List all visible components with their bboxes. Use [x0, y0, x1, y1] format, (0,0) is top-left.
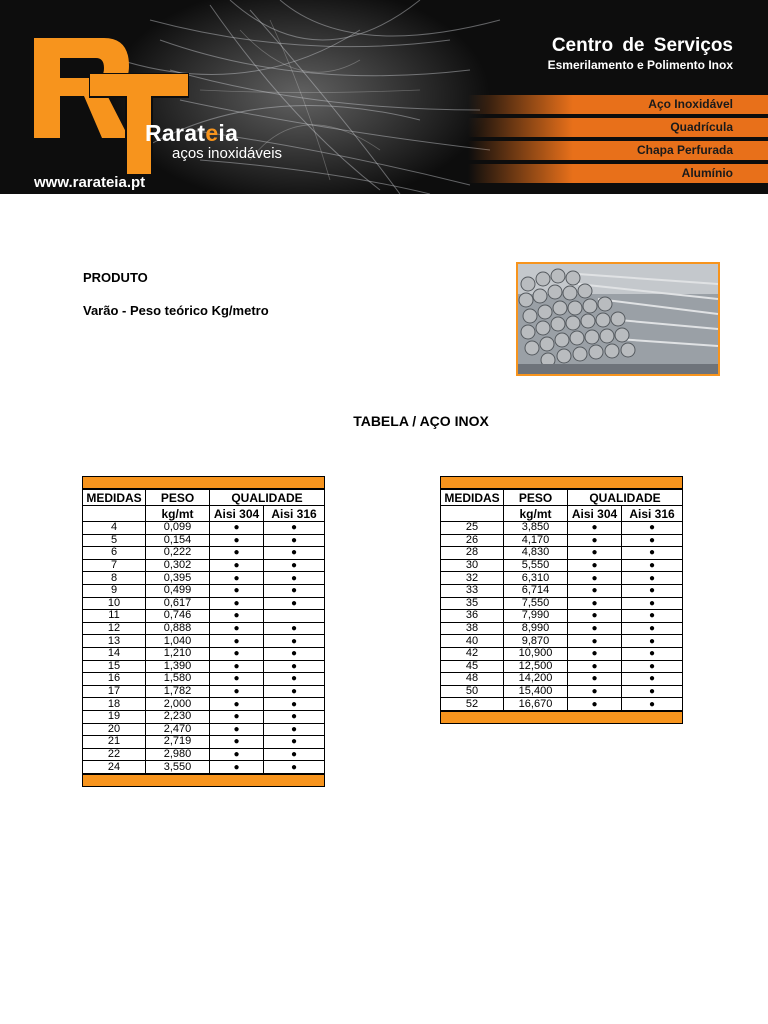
table-row	[441, 547, 683, 560]
cell-aisi304: ●	[568, 635, 622, 648]
table-row	[83, 748, 325, 761]
cell-aisi304: ●	[210, 622, 264, 635]
cell-peso: 2,470	[146, 723, 210, 736]
cell-medida: 13	[83, 635, 146, 648]
col-subheader-aisi304: Aisi 304	[210, 506, 264, 522]
cell-aisi316: ●	[622, 584, 683, 597]
cell-aisi304: ●	[568, 572, 622, 585]
table-bottom-bar	[82, 774, 325, 787]
cell-aisi316: ●	[622, 572, 683, 585]
cell-aisi316	[264, 610, 325, 623]
cell-aisi316: ●	[264, 685, 325, 698]
table-row	[441, 635, 683, 648]
cell-medida: 36	[441, 610, 504, 623]
cell-aisi316: ●	[264, 635, 325, 648]
table-row	[441, 534, 683, 547]
cell-aisi304: ●	[210, 723, 264, 736]
cell-medida: 38	[441, 622, 504, 635]
table-row	[83, 547, 325, 560]
table-body	[83, 522, 325, 774]
cell-aisi316: ●	[622, 547, 683, 560]
table-row	[441, 584, 683, 597]
cell-aisi316: ●	[264, 622, 325, 635]
cell-medida: 12	[83, 622, 146, 635]
cell-aisi316: ●	[264, 710, 325, 723]
cell-aisi316: ●	[622, 610, 683, 623]
cell-medida: 48	[441, 673, 504, 686]
cell-aisi304: ●	[568, 685, 622, 698]
cell-medida: 19	[83, 710, 146, 723]
col-header-qualidade: QUALIDADE	[568, 490, 683, 506]
cell-aisi304: ●	[568, 559, 622, 572]
steel-bars-illustration	[518, 264, 718, 374]
cell-peso: 0,302	[146, 559, 210, 572]
cell-aisi304: ●	[210, 534, 264, 547]
cell-aisi304: ●	[210, 584, 264, 597]
cell-aisi316: ●	[264, 647, 325, 660]
cell-peso: 6,310	[504, 572, 568, 585]
cell-medida: 30	[441, 559, 504, 572]
cell-peso: 10,900	[504, 647, 568, 660]
cell-aisi316: ●	[264, 723, 325, 736]
cell-aisi316: ●	[264, 547, 325, 560]
table-row	[83, 723, 325, 736]
cell-medida: 16	[83, 673, 146, 686]
cell-aisi304: ●	[568, 584, 622, 597]
cell-aisi316: ●	[264, 698, 325, 711]
cell-aisi304: ●	[210, 673, 264, 686]
brand-name: Rarateia	[145, 120, 239, 146]
cell-medida: 45	[441, 660, 504, 673]
cell-aisi316: ●	[264, 534, 325, 547]
cell-peso: 4,830	[504, 547, 568, 560]
cell-aisi304: ●	[210, 572, 264, 585]
table-row	[83, 647, 325, 660]
table-row	[83, 559, 325, 572]
cell-peso: 5,550	[504, 559, 568, 572]
header-banner	[0, 0, 768, 194]
cell-peso: 1,390	[146, 660, 210, 673]
table-row	[441, 647, 683, 660]
table-row	[83, 710, 325, 723]
cell-medida: 24	[83, 761, 146, 774]
cell-medida: 15	[83, 660, 146, 673]
table-row	[83, 660, 325, 673]
cell-aisi316: ●	[622, 534, 683, 547]
table-row	[83, 610, 325, 623]
cell-medida: 9	[83, 584, 146, 597]
col-header-medidas: MEDIDAS	[441, 490, 504, 506]
cell-medida: 11	[83, 610, 146, 623]
cell-medida: 6	[83, 547, 146, 560]
col-subheader-unit: kg/mt	[146, 506, 210, 522]
cell-aisi316: ●	[264, 761, 325, 774]
table-row	[83, 635, 325, 648]
cell-medida: 42	[441, 647, 504, 660]
cell-peso: 0,888	[146, 622, 210, 635]
table-row	[441, 622, 683, 635]
cell-peso: 3,850	[504, 522, 568, 535]
cell-aisi304: ●	[568, 610, 622, 623]
product-label: PRODUTO	[83, 270, 148, 285]
cell-aisi304: ●	[210, 698, 264, 711]
cell-peso: 7,990	[504, 610, 568, 623]
weight-table	[440, 489, 683, 711]
cell-aisi304: ●	[568, 673, 622, 686]
cell-medida: 50	[441, 685, 504, 698]
cell-peso: 0,746	[146, 610, 210, 623]
cell-aisi304: ●	[210, 685, 264, 698]
cell-aisi316: ●	[622, 673, 683, 686]
table-row	[83, 761, 325, 774]
cell-aisi316: ●	[264, 584, 325, 597]
col-subheader-aisi304: Aisi 304	[568, 506, 622, 522]
cell-peso: 15,400	[504, 685, 568, 698]
col-header-peso: PESO	[504, 490, 568, 506]
cell-aisi316: ●	[264, 559, 325, 572]
weight-table-left	[82, 476, 325, 787]
cell-medida: 26	[441, 534, 504, 547]
table-row	[83, 685, 325, 698]
cell-aisi304: ●	[568, 547, 622, 560]
cell-aisi316: ●	[622, 635, 683, 648]
cell-aisi316: ●	[622, 647, 683, 660]
menu-item-aluminio[interactable]: Alumínio	[468, 164, 768, 183]
cell-aisi316: ●	[264, 748, 325, 761]
cell-medida: 17	[83, 685, 146, 698]
service-center-subtitle: Esmerilamento e Polimento Inox	[547, 58, 733, 72]
cell-medida: 7	[83, 559, 146, 572]
cell-peso: 0,222	[146, 547, 210, 560]
cell-peso: 2,719	[146, 736, 210, 749]
cell-peso: 0,499	[146, 584, 210, 597]
cell-aisi316: ●	[264, 660, 325, 673]
cell-aisi304: ●	[568, 660, 622, 673]
cell-aisi316: ●	[264, 736, 325, 749]
cell-aisi304: ●	[210, 710, 264, 723]
cell-aisi304: ●	[210, 610, 264, 623]
cell-medida: 20	[83, 723, 146, 736]
table-body	[441, 522, 683, 711]
cell-aisi316: ●	[264, 673, 325, 686]
table-row	[441, 660, 683, 673]
cell-medida: 25	[441, 522, 504, 535]
cell-aisi304: ●	[210, 748, 264, 761]
table-row	[83, 584, 325, 597]
cell-aisi304: ●	[210, 736, 264, 749]
steel-bars-photo	[516, 262, 720, 376]
table-row	[83, 597, 325, 610]
col-subheader-unit: kg/mt	[504, 506, 568, 522]
cell-aisi316: ●	[622, 522, 683, 535]
table-row	[83, 572, 325, 585]
table-row	[441, 572, 683, 585]
cell-medida: 21	[83, 736, 146, 749]
cell-aisi304: ●	[568, 522, 622, 535]
col-header-qualidade: QUALIDADE	[210, 490, 325, 506]
table-row	[441, 673, 683, 686]
cell-peso: 1,782	[146, 685, 210, 698]
cell-medida: 52	[441, 698, 504, 711]
cell-aisi316: ●	[622, 622, 683, 635]
table-title: TABELA / AÇO INOX	[353, 413, 489, 429]
cell-aisi316: ●	[264, 572, 325, 585]
weight-table-right	[440, 476, 683, 724]
website-link[interactable]: www.rarateia.pt	[34, 174, 146, 191]
cell-peso: 9,870	[504, 635, 568, 648]
col-header-peso: PESO	[146, 490, 210, 506]
table-row	[441, 698, 683, 711]
cell-peso: 14,200	[504, 673, 568, 686]
cell-medida: 8	[83, 572, 146, 585]
cell-aisi316: ●	[622, 698, 683, 711]
cell-peso: 2,230	[146, 710, 210, 723]
service-center-title: Centro de Serviços	[551, 35, 733, 56]
cell-medida: 4	[83, 522, 146, 535]
cell-peso: 7,550	[504, 597, 568, 610]
cell-peso: 12,500	[504, 660, 568, 673]
table-row	[83, 736, 325, 749]
cell-aisi304: ●	[210, 547, 264, 560]
table-row	[83, 673, 325, 686]
cell-peso: 0,099	[146, 522, 210, 535]
cell-aisi304: ●	[210, 647, 264, 660]
table-top-bar	[82, 476, 325, 489]
cell-aisi304: ●	[210, 635, 264, 648]
menu-item-quadricula[interactable]: Quadrícula	[468, 118, 768, 137]
cell-aisi304: ●	[210, 761, 264, 774]
table-row	[441, 559, 683, 572]
cell-aisi304: ●	[568, 647, 622, 660]
table-row	[83, 534, 325, 547]
cell-peso: 6,714	[504, 584, 568, 597]
cell-medida: 35	[441, 597, 504, 610]
table-row	[441, 522, 683, 535]
cell-aisi304: ●	[568, 534, 622, 547]
table-row	[441, 610, 683, 623]
cell-medida: 18	[83, 698, 146, 711]
cell-medida: 14	[83, 647, 146, 660]
cell-peso: 0,154	[146, 534, 210, 547]
cell-peso: 3,550	[146, 761, 210, 774]
cell-aisi304: ●	[210, 597, 264, 610]
table-row	[83, 522, 325, 535]
cell-peso: 4,170	[504, 534, 568, 547]
cell-peso: 1,210	[146, 647, 210, 660]
cell-medida: 28	[441, 547, 504, 560]
col-subheader-aisi316: Aisi 316	[622, 506, 683, 522]
cell-peso: 2,980	[146, 748, 210, 761]
cell-peso: 1,580	[146, 673, 210, 686]
cell-medida: 5	[83, 534, 146, 547]
table-row	[441, 685, 683, 698]
table-top-bar	[440, 476, 683, 489]
cell-peso: 8,990	[504, 622, 568, 635]
cell-medida: 32	[441, 572, 504, 585]
cell-aisi316: ●	[622, 660, 683, 673]
cell-medida: 40	[441, 635, 504, 648]
cell-aisi304: ●	[568, 698, 622, 711]
table-row	[83, 698, 325, 711]
product-description: Varão - Peso teórico Kg/metro	[83, 303, 269, 318]
col-subheader-empty	[441, 506, 504, 522]
menu-item-aco-inoxidavel[interactable]: Aço Inoxidável	[468, 95, 768, 114]
weight-table	[82, 489, 325, 774]
cell-medida: 33	[441, 584, 504, 597]
cell-aisi304: ●	[568, 622, 622, 635]
cell-aisi316: ●	[622, 559, 683, 572]
table-bottom-bar	[440, 711, 683, 724]
cell-medida: 10	[83, 597, 146, 610]
product-menu	[468, 95, 768, 187]
cell-peso: 2,000	[146, 698, 210, 711]
table-row	[83, 622, 325, 635]
col-subheader-aisi316: Aisi 316	[264, 506, 325, 522]
cell-aisi304: ●	[210, 559, 264, 572]
cell-peso: 0,395	[146, 572, 210, 585]
table-row	[441, 597, 683, 610]
cell-aisi316: ●	[264, 522, 325, 535]
cell-aisi304: ●	[568, 597, 622, 610]
menu-item-chapa-perfurada[interactable]: Chapa Perfurada	[468, 141, 768, 160]
cell-aisi304: ●	[210, 522, 264, 535]
cell-medida: 22	[83, 748, 146, 761]
cell-aisi316: ●	[622, 597, 683, 610]
brand-subtitle: aços inoxidáveis	[172, 145, 283, 162]
cell-peso: 0,617	[146, 597, 210, 610]
cell-aisi316: ●	[622, 685, 683, 698]
col-subheader-empty	[83, 506, 146, 522]
cell-peso: 1,040	[146, 635, 210, 648]
cell-aisi304: ●	[210, 660, 264, 673]
cell-peso: 16,670	[504, 698, 568, 711]
col-header-medidas: MEDIDAS	[83, 490, 146, 506]
cell-aisi316: ●	[264, 597, 325, 610]
